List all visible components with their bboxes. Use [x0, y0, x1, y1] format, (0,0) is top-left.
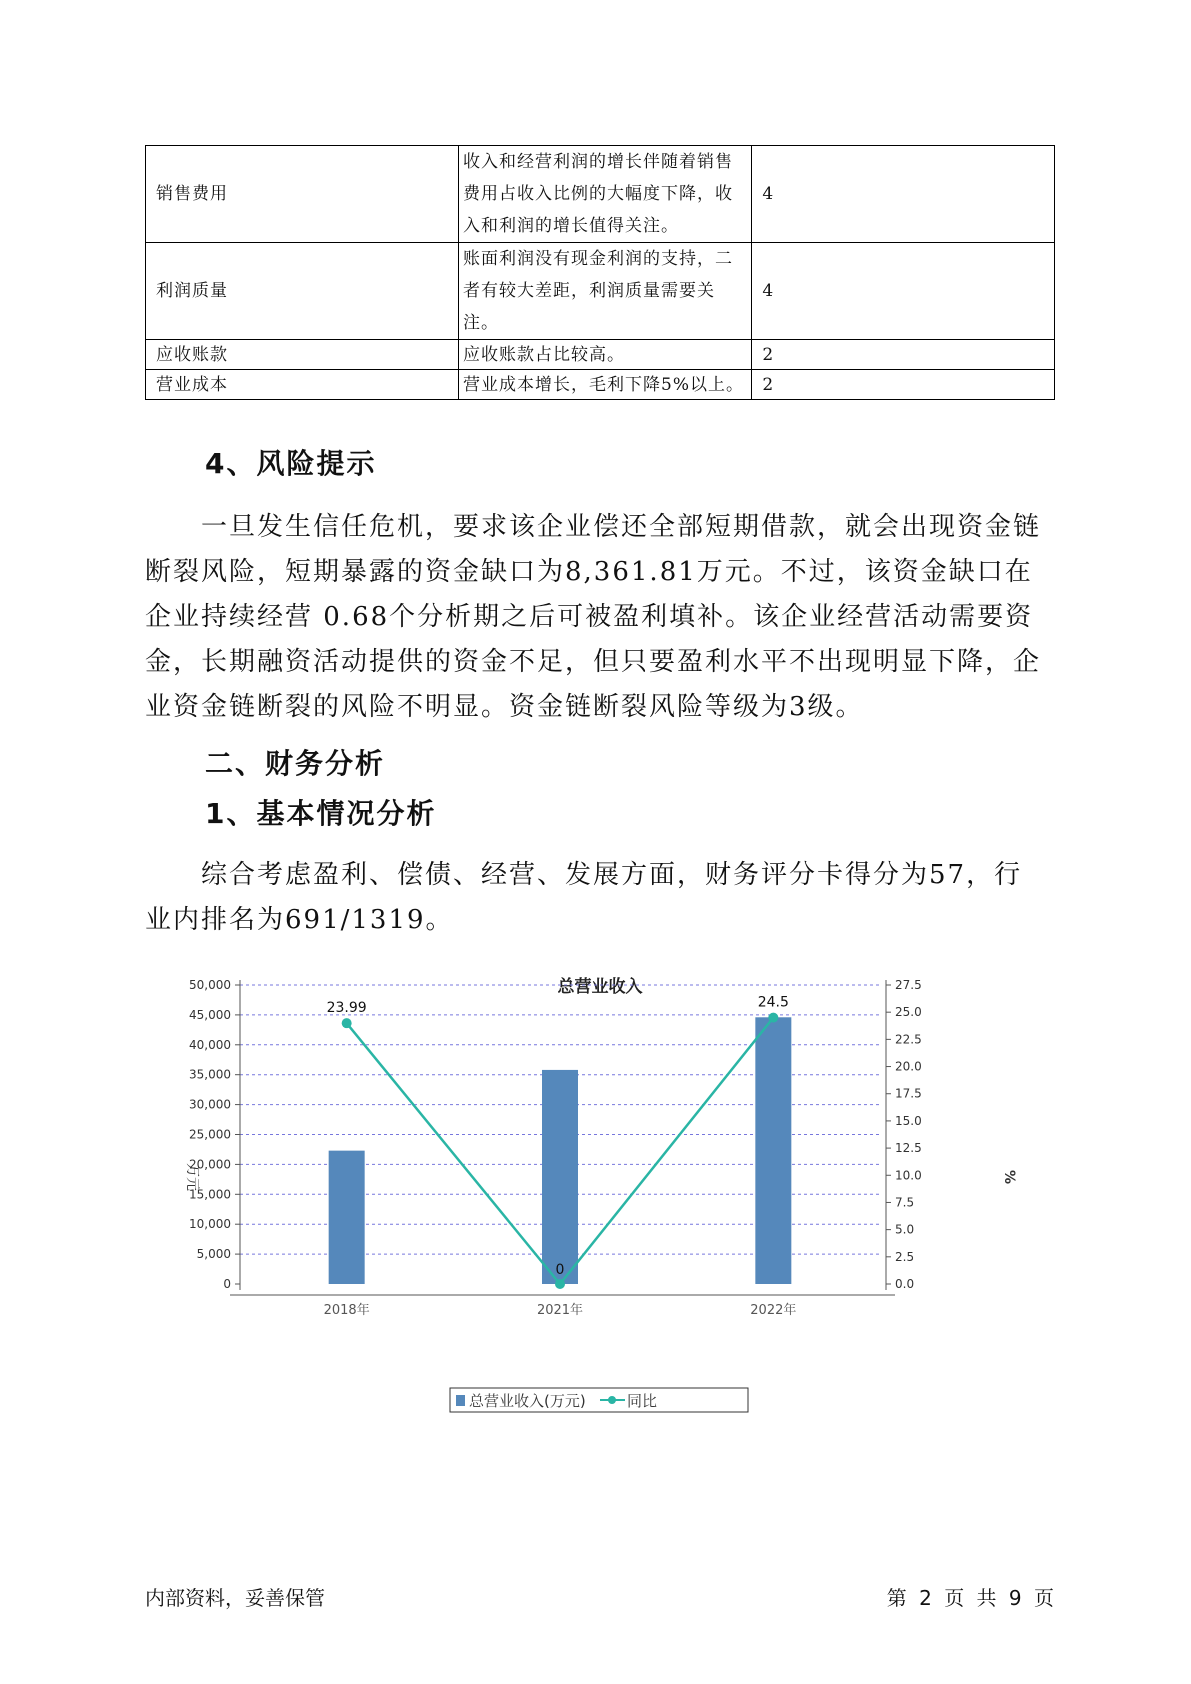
footer-confidential-note: 内部资料，妥善保管: [145, 1586, 325, 1610]
y-tick-label: 20,000: [189, 1157, 231, 1172]
risk-paragraph: 一旦发生信任危机，要求该企业偿还全部短期借款，就会出现资金链断裂风险，短期暴露的资金缺口为8,361.81万元。不过，该资金缺口在企业持续经营 0.68个分析期之后可被盈利填补。该企业经营活动需要资金，长期融资活动提供的资金不足，但只要盈利水平不出现明显下降，企业资金链断裂的风险不明显。资金链断裂风险等级为3级。: [145, 512, 1042, 722]
y-tick-label: 30,000: [189, 1097, 231, 1112]
risk-level-cell: 2: [752, 340, 1055, 370]
y-tick-label: 25,000: [189, 1127, 231, 1142]
table-row: [146, 243, 1055, 340]
risk-level-cell: 4: [752, 243, 1055, 340]
table-row: [146, 146, 1055, 243]
y-right-tick-label: 27.5: [895, 978, 922, 992]
risk-item-cell: 销售费用: [146, 146, 459, 243]
table-row: [146, 370, 1055, 400]
y-tick-label: 50,000: [189, 978, 231, 992]
table-row: [146, 340, 1055, 370]
bar-series: [329, 1017, 792, 1284]
x-tick-label: 2021年: [536, 1303, 584, 1318]
risk-section-heading: 4、风险提示: [205, 447, 377, 480]
risk-item-cell: 营业成本: [146, 370, 459, 400]
y-axis-label: 万元: [184, 1163, 200, 1191]
data-label: 23.99: [326, 1000, 367, 1017]
data-label: 24.5: [757, 994, 789, 1011]
y-right-tick-label: 20.0: [895, 1059, 922, 1074]
risk-table: [145, 145, 1055, 400]
data-label: 0: [555, 1262, 565, 1278]
risk-desc-cell: 应收账款占比较高。: [459, 340, 752, 370]
y-right-tick-label: 12.5: [895, 1141, 922, 1156]
legend-line-marker: [608, 1396, 616, 1404]
chart-title: 总营业收入: [557, 977, 643, 997]
bar: [329, 1151, 365, 1284]
y-right-tick-label: 7.5: [895, 1195, 915, 1210]
y-tick-label: 45,000: [189, 1007, 231, 1022]
risk-level-cell: 4: [752, 146, 1055, 243]
line-point: [768, 1013, 778, 1023]
risk-desc-cell: 收入和经营利润的增长伴随着销售费用占收入比例的大幅度下降，收入和利润的增长值得关注。: [459, 146, 752, 243]
y-right-tick-label: 17.5: [895, 1086, 922, 1101]
y-right-tick-label: 0.0: [895, 1277, 915, 1291]
y-right-tick-label: 22.5: [895, 1032, 922, 1047]
y-right-tick-label: 2.5: [895, 1249, 915, 1264]
bar: [755, 1017, 791, 1284]
y-right-tick-label: 15.0: [895, 1113, 922, 1128]
legend-bar-swatch: [456, 1395, 465, 1406]
legend-line-label: 同比: [627, 1392, 658, 1410]
y-tick-label: 15,000: [189, 1187, 231, 1202]
bar: [542, 1070, 578, 1284]
risk-level-cell: 2: [752, 370, 1055, 400]
basic-analysis-heading: 1、基本情况分析: [205, 797, 437, 830]
risk-desc-cell: 营业成本增长，毛利下降5%以上。: [459, 370, 752, 400]
y-axis-right-label: %: [1001, 1169, 1017, 1185]
legend-bar-label: 总营业收入(万元): [469, 1392, 586, 1410]
line-point: [555, 1279, 565, 1289]
risk-item-cell: 应收账款: [146, 340, 459, 370]
finance-section-heading: 二、财务分析: [205, 747, 386, 780]
y-tick-label: 10,000: [189, 1217, 231, 1232]
y-tick-label: 0: [223, 1277, 231, 1291]
y-tick-label: 5,000: [196, 1247, 231, 1262]
y-right-tick-label: 25.0: [895, 1005, 922, 1020]
y-tick-label: 40,000: [189, 1037, 231, 1052]
chart-legend: [450, 1388, 748, 1412]
risk-item-cell: 利润质量: [146, 243, 459, 340]
risk-desc-cell: 账面利润没有现金利润的支持，二者有较大差距，利润质量需要关注。: [459, 243, 752, 340]
revenue-chart: [160, 965, 1060, 1425]
line-point: [342, 1018, 352, 1028]
basic-analysis-paragraph: 综合考虑盈利、偿债、经营、发展方面，财务评分卡得分为57，行业内排名为691/1319。: [145, 860, 1023, 935]
y-tick-label: 35,000: [189, 1067, 231, 1082]
y-right-tick-label: 5.0: [895, 1222, 915, 1237]
y-right-tick-label: 10.0: [895, 1168, 922, 1183]
x-tick-label: 2018年: [323, 1303, 370, 1318]
x-tick-label: 2022年: [750, 1303, 797, 1318]
footer-page-number: 第 2 页 共 9 页: [886, 1586, 1054, 1610]
